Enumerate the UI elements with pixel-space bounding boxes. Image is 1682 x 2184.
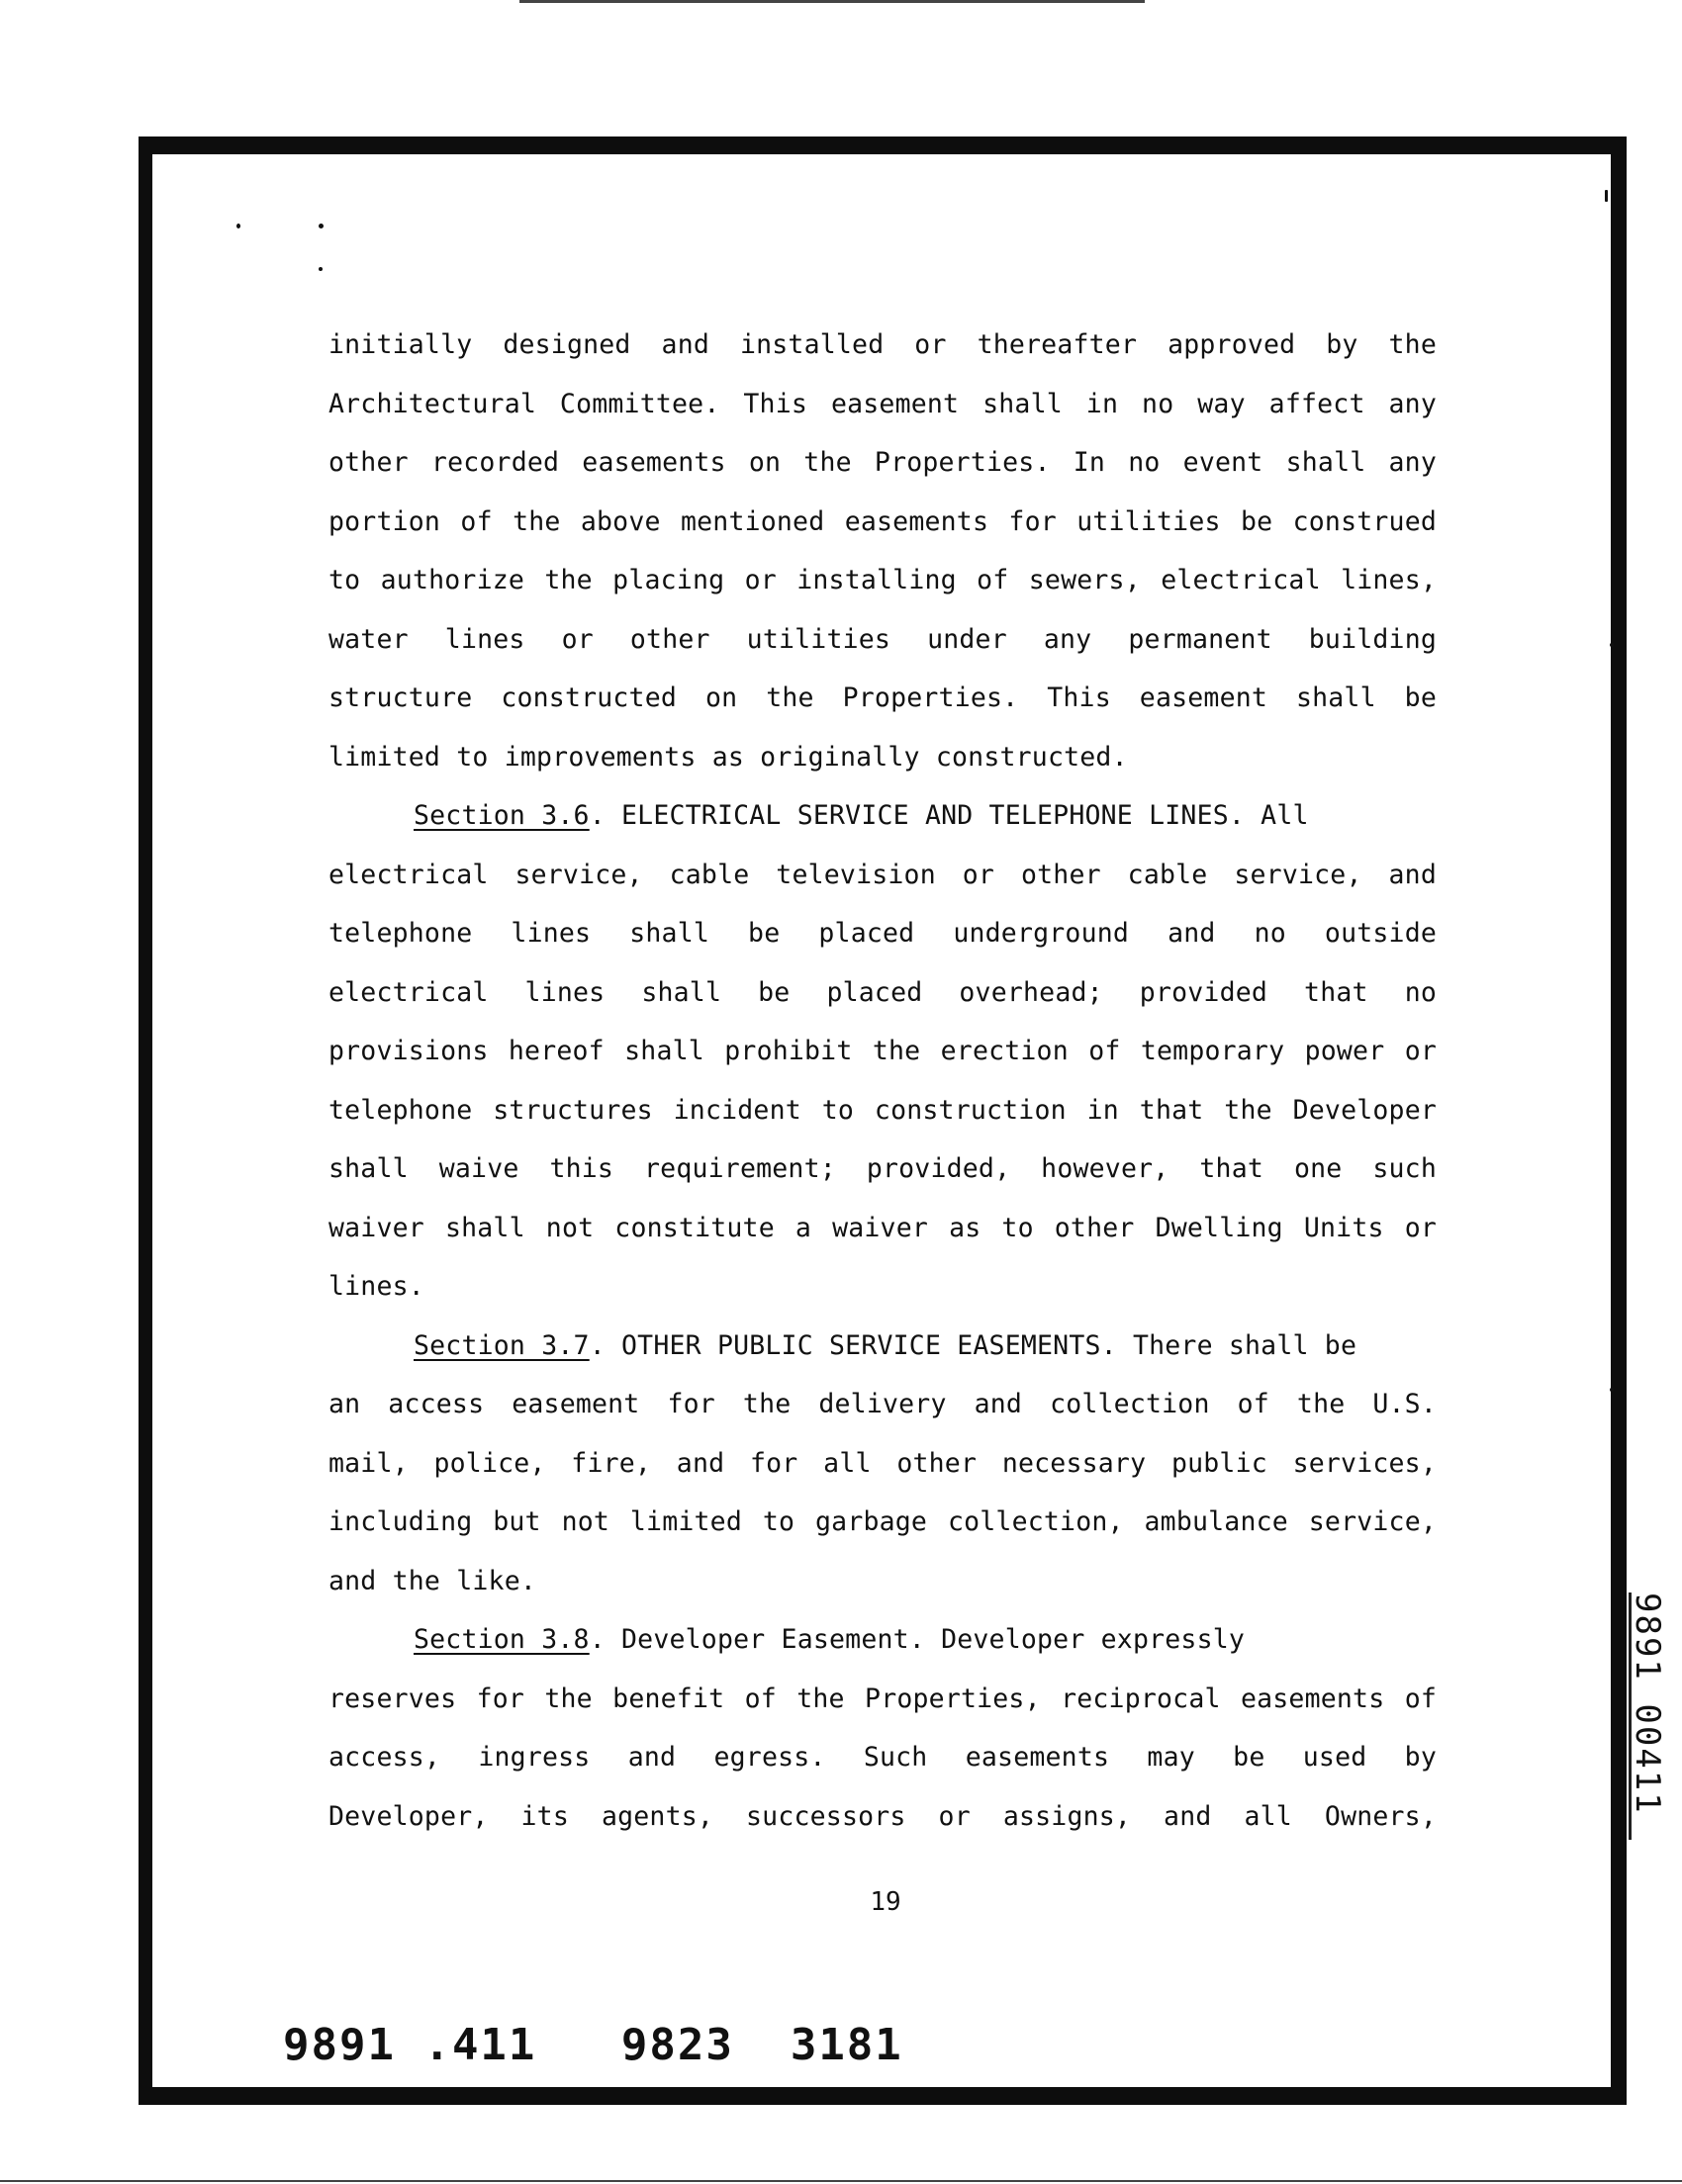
- text-line: telephone lines shall be placed underground and no outside: [328, 918, 1437, 949]
- text-line: initially designed and installed or thereafter approved by the: [328, 329, 1437, 360]
- text-line: and the like.: [328, 1565, 537, 1596]
- scan-bottom-edge: [0, 2180, 1682, 2182]
- scan-speck: [319, 224, 324, 228]
- document-body: [328, 316, 1437, 1846]
- side-stamp: [1628, 1592, 1667, 1840]
- text-line: Architectural Committee. This easement shall in no way affect any: [328, 388, 1437, 419]
- text-line: lines.: [328, 1271, 424, 1302]
- scan-speck: [1610, 643, 1614, 647]
- text-line: electrical service, cable television or other cable service, and: [328, 859, 1437, 890]
- text-line: an access easement for the delivery and collection of the U.S.: [328, 1389, 1437, 1419]
- page-number: 19: [870, 1887, 901, 1917]
- section-heading-text: . OTHER PUBLIC SERVICE EASEMENTS. There shall be: [589, 1329, 1357, 1361]
- text-line: provisions hereof shall prohibit the erection of temporary power or: [328, 1036, 1437, 1066]
- text-line: access, ingress and egress. Such easements may be used by: [328, 1742, 1437, 1773]
- scan-speck: [236, 224, 240, 228]
- section-label: Section 3.7: [414, 1329, 590, 1361]
- section-label: Section 3.8: [414, 1624, 590, 1655]
- recording-number-stamp: 9891 .411 9823 3181: [283, 2020, 903, 2070]
- scan-speck: [1610, 1388, 1614, 1392]
- section-heading-text: . Developer Easement. Developer expressly: [589, 1624, 1246, 1655]
- text-line: including but not limited to garbage collection, ambulance service,: [328, 1506, 1437, 1537]
- text-line: reserves for the benefit of the Properties, reciprocal easements of: [328, 1683, 1437, 1714]
- text-line: waiver shall not constitute a waiver as to other Dwelling Units or: [328, 1212, 1437, 1243]
- section-3-7-heading: [328, 1317, 1437, 1376]
- side-stamp-number: 9891 00411: [1628, 1592, 1667, 1815]
- section-heading-text: . ELECTRICAL SERVICE AND TELEPHONE LINES. All: [589, 800, 1309, 831]
- text-line: water lines or other utilities under any permanent building: [328, 623, 1437, 655]
- scan-top-edge: [519, 0, 1145, 3]
- text-line: mail, police, fire, and for all other necessary public services,: [328, 1447, 1437, 1479]
- text-line: portion of the above mentioned easements for utilities be construed: [328, 505, 1437, 537]
- text-line: telephone structures incident to construction in that the Developer: [328, 1094, 1437, 1126]
- text-line: limited to improvements as originally constructed.: [328, 741, 1128, 773]
- section-label: Section 3.6: [414, 800, 590, 831]
- text-line: Developer, its agents, successors or assigns, and all Owners,: [328, 1800, 1437, 1832]
- text-line: shall waive this requirement; provided, however, that one such: [328, 1153, 1437, 1184]
- section-3-6-heading: [328, 786, 1437, 846]
- text-line: electrical lines shall be placed overhead; provided that no: [328, 976, 1437, 1008]
- text-line: to authorize the placing or installing of sewers, electrical lines,: [328, 565, 1437, 595]
- text-line: other recorded easements on the Properties. In no event shall any: [328, 447, 1437, 478]
- section-3-8-heading: [328, 1610, 1437, 1670]
- scan-speck: [1605, 190, 1608, 202]
- scan-speck: [319, 267, 323, 271]
- text-line: structure constructed on the Properties. This easement shall be: [328, 682, 1437, 713]
